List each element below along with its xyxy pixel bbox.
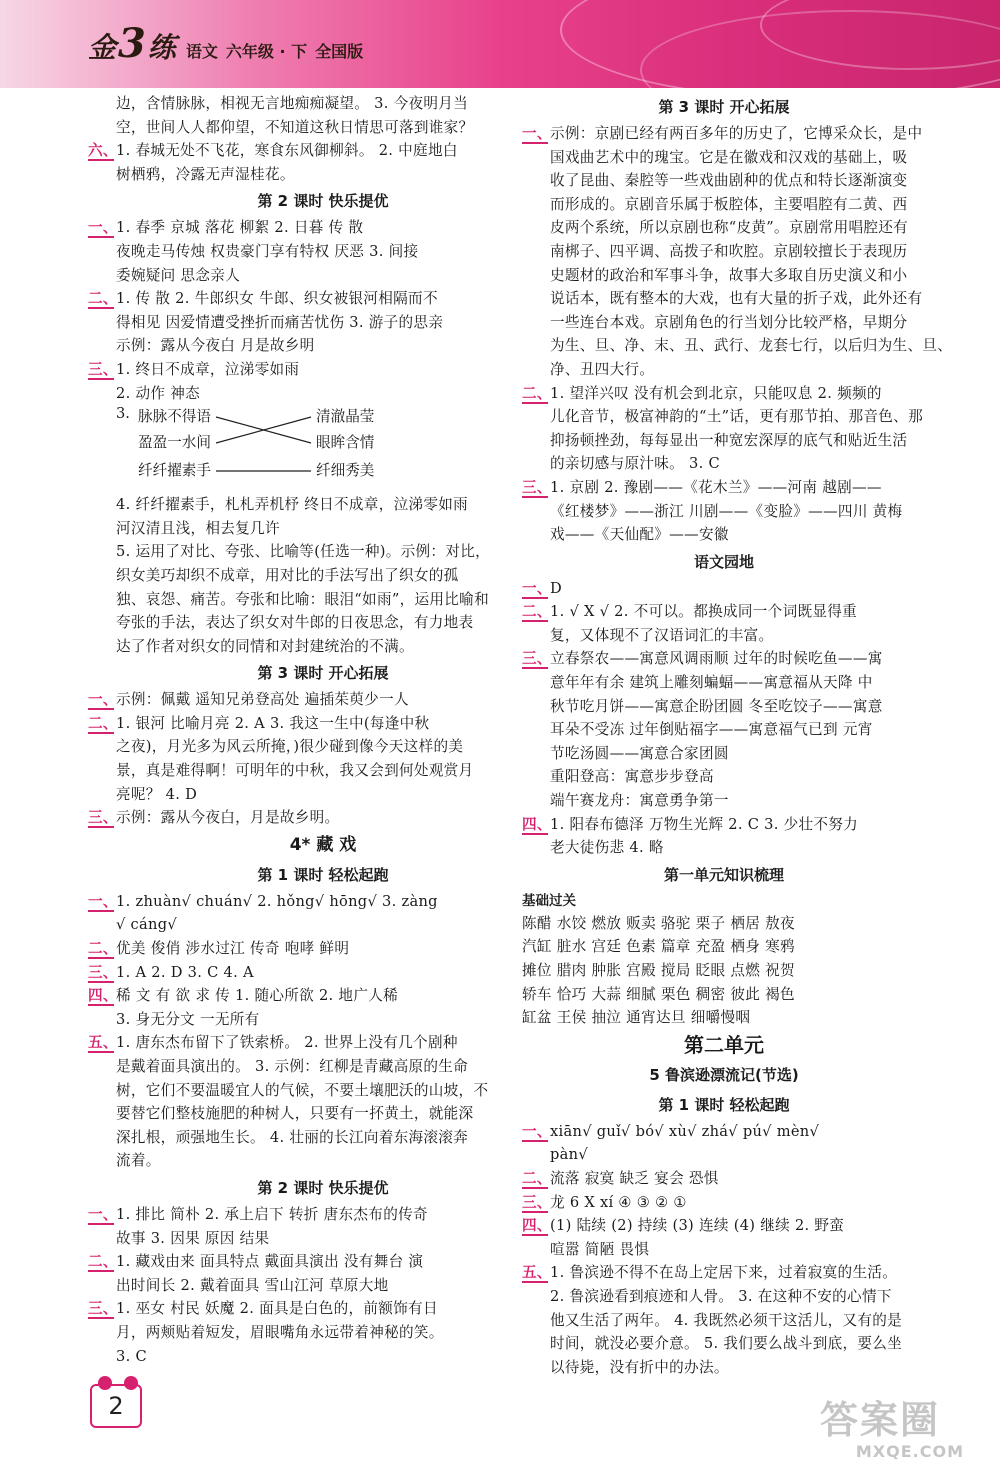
badge-ear-icon [124,1376,138,1390]
matching-right-item: 纤细秀美 [316,462,375,480]
page-number-badge [90,1384,142,1428]
answer-line: 1. zhuàn√ chuán√ 2. hǒng√ hōng√ 3. zàng [116,892,438,910]
answer-line: 1. 传 散 2. 牛郎织女 牛郎、织女被银河相隔而不 [116,290,438,308]
section-marker: 二、 [88,940,118,958]
answer-line: 流落 寂寞 缺乏 宴会 恐惧 [550,1169,719,1187]
answer-line: 之夜)，月光多为风云所掩，)很少碰到像今天这样的美 [116,738,464,756]
answer-line: 示例：京剧已经有两百多年的历史了，它博采众长，是中 [550,125,923,142]
section-marker: 二、 [522,384,552,402]
brand-char: 练 [147,31,176,64]
watermark-text: 答案圈 [820,1398,941,1442]
answer-line: 南梆子、四平调、高拨子和吹腔。京剧较擅长于表现历 [550,242,908,260]
answer-line: 戏——《天仙配》——安徽 [550,526,729,544]
answer-line: 1. 银河 比喻月亮 2. A 3. 我这一生中(每逢中秋 [116,714,430,732]
answer-line: 3. 身无分文 一无所有 [116,1010,260,1028]
section-marker: 四、 [522,815,552,833]
answer-line: 《红楼梦》——浙江 川剧——《变脸》——四川 黄梅 [550,502,903,520]
left-column [88,92,558,1368]
lesson-heading: 第 3 课时 开心拓展 [658,98,790,116]
section-marker: 一、 [88,1205,118,1223]
answer-line: 儿化音节，极富神韵的“土”话，更有那节拍、那音色、那 [550,408,923,426]
answer-line: 喧嚣 简陋 畏惧 [550,1240,650,1258]
lesson-heading: 第 3 课时 开心拓展 [257,664,389,683]
answer-line: 示例：露从今夜白，月是故乡明。 [116,809,340,827]
answer-line: 独、哀怨、痛苦。夸张和比喻：眼泪“如雨”，运用比喻和 [116,590,489,608]
answer-line: 老大徒伤悲 4. 略 [550,839,664,857]
answer-line: 流着。 [116,1152,161,1170]
section-marker: 二、 [522,1169,552,1187]
answer-line: 委婉疑问 思念亲人 [116,266,241,284]
watermark-url: MXQE.COM [855,1442,964,1461]
section-marker: 二、 [522,603,552,621]
matching-left-item: 盈盈一水间 [138,434,211,452]
subject-label: 语文 [185,42,218,61]
answer-line: 夜晚走马传烛 权贵豪门享有特权 厌恶 3. 间接 [116,242,419,260]
answer-line: 1. √ X √ 2. 不可以。都换成同一个词既显得重 [550,603,858,621]
answer-line: 出时间长 2. 戴着面具 雪山江河 草原大地 [116,1276,389,1294]
section-marker: 一、 [522,1122,552,1140]
answer-line: 皮两个系统，所以京剧也称“皮黄”。京剧常用唱腔还有 [550,219,909,237]
page-number: 2 [108,1392,124,1420]
section-marker: 一、 [522,579,552,597]
answer-line: 深扎根，顽强地生长。 4. 壮丽的长江向着东海滚滚奔 [116,1128,469,1146]
answer-line: 复，又体现不了汉语词汇的丰富。 [550,626,774,644]
chapter-title: 5 鲁滨逊漂流记(节选) [649,1065,799,1084]
section-marker: 三、 [88,809,118,827]
lesson-heading: 语文园地 [693,552,754,571]
word-row: 汽缸 脏水 宫廷 色素 篇章 充盈 栖身 寒鸦 [522,938,795,956]
answer-line: (1) 陆续 (2) 持续 (3) 连续 (4) 继续 2. 野蛮 [550,1217,845,1235]
answer-line: 1. 巫女 村民 妖魔 2. 面具是白色的，前额饰有日 [116,1300,438,1318]
lesson-heading: 第 2 课时 快乐提优 [257,192,389,211]
answer-line: 而形成的。京剧音乐属于板腔体，主要唱腔有二黄、西 [550,195,908,213]
answer-line: 树，它们不要温暖宜人的气候，不要土壤肥沃的山坡，不 [116,1081,489,1099]
answer-line: 1. 京剧 2. 豫剧——《花木兰》——河南 越剧—— [550,478,882,496]
answer-line: 的亲切感与原汁味。 3. C [550,455,720,473]
matching-right-item: 清澈晶莹 [316,408,375,426]
grade-label: 六年级 · 下 [225,42,308,61]
watermark [820,1398,980,1470]
word-row: 陈醋 水饺 燃放 贩卖 骆驼 栗子 栖居 敖夜 [522,914,795,932]
section-marker: 一、 [522,125,552,142]
answer-line: 1. 阳春布德泽 万物生光辉 2. C 3. 少壮不努力 [550,815,859,833]
matching-right-item: 眼眸含情 [316,434,375,452]
answer-line: 2. 动作 神态 [116,384,200,402]
answer-line: 5. 运用了对比、夸张、比喻等(任选一种)。示例：对比， [116,543,491,561]
answer-line: 优美 俊俏 涉水过江 传奇 咆哮 鲜明 [116,940,350,958]
edition-label: 全国版 [315,42,364,61]
matching-left-item: 脉脉不得语 [138,408,211,426]
answer-line: 要替它们整枝施肥的种树人，只要有一抔黄土，就能深 [116,1105,474,1123]
answer-line: 1. 唐东杰布留下了铁索桥。 2. 世界上没有几个剧种 [116,1034,458,1052]
answer-line: 说话本，既有整本的大戏，也有大量的折子戏，此外还有 [550,290,923,308]
answer-line: 1. 终日不成章，泣涕零如雨 [116,360,300,378]
answer-line: D [550,579,563,597]
answer-line: 亮呢？ 4. D [116,785,198,803]
matching-left-item: 纤纤擢素手 [138,462,211,480]
answer-line: 抑扬顿挫劲，每每显出一种宽宏深厚的底气和贴近生活 [550,431,908,449]
lesson-heading: 第 1 课时 轻松起跑 [658,1095,790,1114]
answer-line: 河汉清且浅，相去复几许 [116,519,280,537]
answer-line: xiān√ guǐ√ bó√ xù√ zhá√ pú√ mèn√ [550,1122,820,1140]
chapter-title: 4* 藏 戏 [289,834,357,855]
answer-line: 1. A 2. D 3. C 4. A [116,963,254,981]
word-row: 摊位 腊肉 肿胀 宫殿 搅局 眨眼 点燃 祝贺 [522,962,795,979]
answer-line: 为生、旦、净、末、丑、武行、龙套七行，以后归为生、旦、 [550,337,953,355]
answer-line: 3. C [116,1347,147,1365]
section-marker: 三、 [88,1300,118,1318]
answer-line: 1. 春季 京城 落花 柳絮 2. 日暮 传 散 [116,219,364,237]
answer-line: 龙 6 X xí ④ ③ ② ① [550,1193,687,1211]
answer-line: 1. 春城无处不飞花，寒食东风御柳斜。 2. 中庭地白 [116,142,458,160]
answer-line: 秋节吃月饼——寓意企盼团圆 冬至吃饺子——寓意 [550,697,883,715]
brand-number: 3 [118,20,146,67]
section-marker: 四、 [88,987,118,1005]
basic-label: 基础过关 [522,892,576,909]
section-marker: 一、 [88,691,118,709]
answer-line: 节吃汤圆——寓意合家团圆 [550,744,729,762]
answer-line: 他又生活了两年。 4. 我既然必须干这活儿，又有的是 [550,1311,903,1329]
answer-line: 月，两颊贴着短发，眉眼嘴角永远带着神秘的笑。 [116,1323,444,1341]
unit-summary-heading: 第一单元知识梳理 [663,865,784,884]
answer-line: 意年年有余 建筑上雕刻蝙蝠——寓意福从天降 中 [550,674,873,692]
section-marker: 一、 [88,219,118,237]
answer-line: 示例：佩戴 遥知兄弟登高处 遍插茱萸少一人 [116,691,409,709]
right-column [522,92,953,1379]
section-marker: 四、 [522,1217,552,1235]
answer-line: 示例：露从今夜白 月是故乡明 [116,337,315,355]
section-marker: 三、 [522,650,552,668]
answer-line: 稀 文 有 欲 求 传 1. 随心所欲 2. 地广人稀 [116,987,399,1005]
answer-line: 夸张的手法，表达了织女对牛郎的日夜思念，有力地表 [116,614,474,632]
answer-line: 以待毙，没有折中的办法。 [550,1358,729,1376]
answer-line: √ cáng√ [116,916,177,934]
answer-line: 达了作者对织女的同情和对封建统治的不满。 [116,637,414,655]
section-marker: 二、 [88,290,118,308]
lesson-heading: 第 2 课时 快乐提优 [257,1178,389,1197]
answer-line: 收了昆曲、秦腔等一些戏曲剧种的优点和特长逐渐演变 [550,172,908,190]
book-brand [88,20,371,67]
answer-line: 耳朵不受冻 过年倒贴福字——寓意福气已到 元宵 [550,721,873,739]
answer-line: 景，真是难得啊！可明年的中秋，我又会到何处观赏月 [116,762,474,780]
answer-line: 净、丑四大行。 [550,360,655,378]
section-marker: 一、 [88,892,118,910]
matching-exercise [116,405,436,493]
answer-line: 1. 排比 简朴 2. 承上启下 转折 唐东杰布的传奇 [116,1205,428,1223]
section-marker: 三、 [88,360,118,378]
word-row: 缸盆 王侯 抽泣 通宵达旦 细嚼慢咽 [522,1009,751,1027]
section-marker: 五、 [88,1034,118,1052]
answer-line: 重阳登高：寓意步步登高 [550,768,714,786]
lesson-heading: 第 1 课时 轻松起跑 [257,865,389,884]
answer-line: 时间，就没必要介意。 5. 我们要么战斗到底，要么坐 [550,1335,903,1353]
answer-line: 一些连台本戏。京剧角色的行当划分比较严格，早期分 [550,313,908,331]
section-marker: 二、 [88,714,118,732]
answer-line: 端午赛龙舟：寓意勇争第一 [550,792,729,810]
answer-line: 立春祭农——寓意风调雨顺 过年的时候吃鱼——寓 [550,650,883,668]
section-marker: 三、 [522,1193,552,1211]
answer-line: 故事 3. 因果 原因 结果 [116,1229,270,1247]
answer-line: 4. 纤纤擢素手，札札弄机杼 终日不成章，泣涕零如雨 [116,496,469,514]
answer-line: 是戴着面具演出的。 3. 示例：红柳是青藏高原的生命 [116,1058,469,1075]
answer-line: 边，含情脉脉，相视无言地痴痴凝望。 3. 今夜明月当 [116,95,469,112]
unit-title: 第二单元 [684,1032,764,1057]
section-marker: 五、 [522,1264,552,1282]
answer-line: 织女美巧却织不成章，用对比的手法写出了织女的孤 [116,566,459,584]
section-marker: 三、 [88,963,118,981]
section-marker: 六、 [88,142,118,160]
answer-line: pàn√ [550,1146,588,1164]
answer-line: 史题材的政治和军事斗争，故事大多取自历史演义和小 [550,266,908,284]
page-header [0,0,1000,88]
answer-line: 国戏曲艺术中的瑰宝。它是在徽戏和汉戏的基础上，吸 [550,148,908,166]
answer-line: 树栖鸦，冷露无声湿桂花。 [116,165,295,183]
word-row: 轿车 恰巧 大蒜 细腻 栗色 稠密 彼此 褐色 [522,985,795,1003]
answer-line: 1. 鲁滨逊不得不在岛上定居下来，过着寂寞的生活。 [550,1264,898,1282]
answer-line: 得相见 因爱情遭受挫折而痛苦忧伤 3. 游子的思亲 [116,313,444,331]
answer-line: 1. 藏戏由来 面具特点 戴面具演出 没有舞台 演 [116,1253,424,1271]
matching-number: 3. [116,405,130,423]
brand-char: 金 [88,31,117,64]
section-marker: 三、 [522,478,552,496]
answer-line: 2. 鲁滨逊看到痕迹和人骨。 3. 在这种不安的心情下 [550,1287,892,1305]
badge-ear-icon [98,1376,112,1390]
answer-line: 空，世间人人都仰望，不知道这秋日情思可落到谁家？ [116,118,474,136]
section-marker: 二、 [88,1253,118,1271]
answer-line: 1. 望洋兴叹 没有机会到北京，只能叹息 2. 频频的 [550,384,882,402]
